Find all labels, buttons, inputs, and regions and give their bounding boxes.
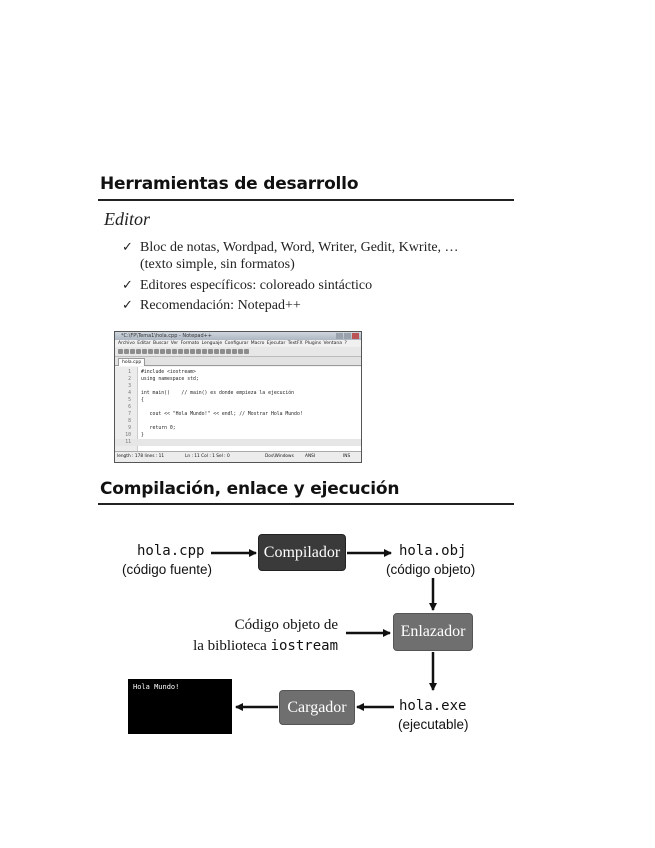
status-encoding: ANSI: [305, 454, 316, 459]
code-line: 9 return 0;: [128, 426, 176, 431]
section-title-compilacion: Compilación, enlace y ejecución: [100, 479, 400, 499]
source-file-caption: (código fuente): [122, 562, 213, 577]
loader-box: Cargador: [279, 690, 355, 725]
code-line: 1 #include <iostream>: [128, 370, 196, 375]
tab-hola-cpp: hola.cpp: [118, 358, 145, 366]
console-output: Hola Mundo!: [133, 683, 180, 691]
bullet-text: Recomendación: Notepad++: [140, 298, 301, 313]
linker-box: Enlazador: [393, 613, 473, 651]
library-name: iostream: [270, 638, 338, 654]
exe-file-caption: (ejecutable): [398, 717, 469, 732]
object-file-label: hola.obj: [399, 543, 467, 559]
code-line: 10 }: [125, 433, 144, 438]
code-line: 8: [128, 419, 131, 424]
status-mode: INS: [343, 454, 351, 459]
section-title-herramientas: Herramientas de desarrollo: [100, 174, 359, 194]
subheading-editor: Editor: [104, 209, 151, 229]
code-line: 6: [128, 405, 131, 410]
check-icon: ✓: [122, 297, 133, 312]
library-label-line2: la biblioteca iostream: [193, 638, 338, 654]
bullet-item-continuation: (texto simple, sin formatos): [140, 257, 295, 272]
library-label: [186, 615, 338, 657]
source-file-label: hola.cpp: [137, 543, 205, 559]
code-line: 3: [128, 384, 131, 389]
status-position: Ln : 11 Col : 1 Sel : 0: [185, 454, 230, 459]
code-line: 4 int main() // main() es donde empieza la ejecución: [128, 391, 295, 396]
check-icon: ✓: [122, 239, 133, 254]
library-label-line1: Código objeto de: [234, 617, 338, 633]
window-title: *C:\FP\Tema1\hola.cpp - Notepad++: [121, 333, 212, 339]
status-eol: Dos\Windows: [265, 454, 294, 459]
bullet-text: Bloc de notas, Wordpad, Word, Writer, Gedit, Kwrite, …: [140, 240, 459, 255]
menu-bar: Archivo Editar Buscar Ver Formato Lenguaje Configurar Macro Ejecutar TextFX Plugins Ventana ?: [115, 340, 361, 347]
compiler-box: Compilador: [258, 534, 346, 571]
bullet-text: Editores específicos: coloreado sintáctico: [140, 278, 373, 293]
exe-file-label: hola.exe: [399, 698, 467, 714]
code-line-current: 11: [115, 439, 361, 446]
code-line: 5 {: [128, 398, 144, 403]
check-icon: ✓: [122, 277, 133, 292]
code-line: 2 using namespace std;: [128, 377, 199, 382]
console-window: [128, 679, 232, 734]
status-length: length : 178 lines : 11: [117, 454, 165, 459]
object-file-caption: (código objeto): [386, 562, 476, 577]
code-line: 7 cout << "Hola Mundo!" << endl; // Mostrar Hola Mundo!: [128, 412, 303, 417]
